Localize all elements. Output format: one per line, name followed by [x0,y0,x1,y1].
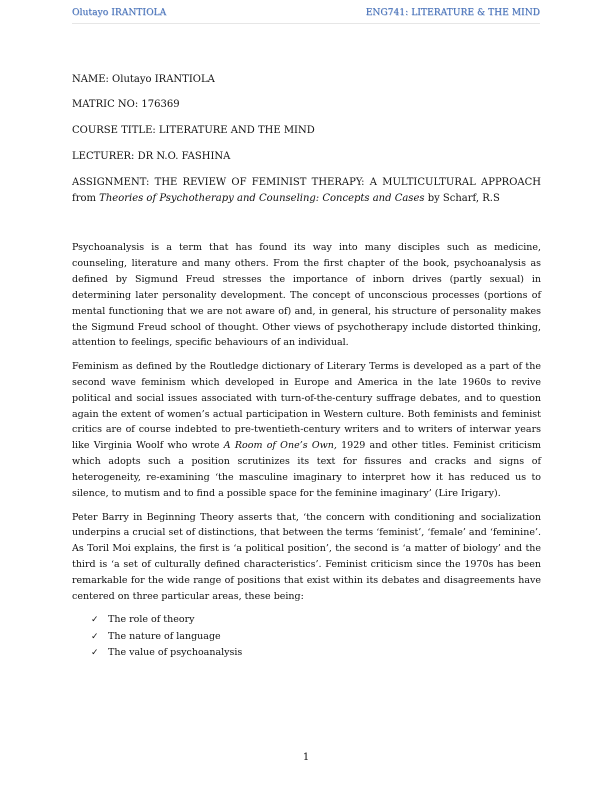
list-item-label: The nature of language [108,630,221,642]
header-course: ENG741: LITERATURE & THE MIND [365,8,540,18]
student-name: NAME: Olutayo IRANTIOLA [72,74,215,85]
list-item [91,629,541,645]
checkmark-icon: ✓ [91,615,99,626]
paragraph-psychoanalysis: Psychoanalysis is a term that has found its way into many disciples such as medicine, counseling, literature and many others. From the first chapter of the book, psychoanalysis as defined by Sigmund Freud stresses the importance of inborn drives (partly sexual) in determining later personality development. The concept of unconscious processes (portions of mental functioning that we are not aware of) and, in general, his structure of personality makes the Sigmund Freud school of thought. Other views of psychotherapy include distorted thinking, attention to feelings, specific behaviours of an individual. [72,242,541,349]
paragraph-feminism [72,359,541,502]
page-number: 1 [302,752,310,763]
list-item [91,612,541,628]
checkmark-icon: ✓ [91,648,99,659]
header-divider [72,23,540,24]
assignment-from: from [72,193,96,204]
checkmark-icon: ✓ [91,631,99,642]
matric-number: MATRIC NO: 176369 [72,99,180,110]
assignment-title [72,175,541,207]
header-author: Olutayo IRANTIOLA [72,8,167,18]
book-title-room-of-ones-own: A Room of One’s Own, [223,440,337,452]
assignment-heading: ASSIGNMENT: THE REVIEW OF FEMINIST THERAPY: A MULTICULTURAL APPROACH [72,177,541,188]
list-item-label: The role of theory [108,614,195,626]
course-title: COURSE TITLE: LITERATURE AND THE MIND [72,125,315,136]
paragraph-peter-barry: Peter Barry in Beginning Theory asserts that, ‘the concern with conditioning and socialization underpins a crucial set of distinctions, that between the terms ‘feminist’, ‘female’ and ‘feminine’. As Toril Moi explains, the first is ‘a political position’, the second is ‘a matter of biology’ and the third is ‘a set of culturally defined characteristics’. Feminist criticism since the 1970s has been remarkable for the wide range of positions that exist within its debates and disagreements have centered on three particular areas, these being: [72,511,541,603]
assignment-author: by Scharf, R.S [427,193,500,204]
list-item [91,645,541,661]
essay-body [72,240,541,662]
paragraph-feminism-text-a: Feminism as defined by the Routledge dictionary of Literary Terms is developed as a part of the second wave feminism which developed in Europe and America in the late 1960s to revive political and social issues associated with turn-of-the-century suffrage debates, and to question again the extent of women’s actual participation in Western culture. Both feminists and feminist critics are of course indebted to pre-twentieth-century writers and to writers of interwar years like Virginia Woolf who wrote [72,360,541,452]
lecturer-name: LECTURER: DR N.O. FASHINA [72,151,231,162]
paragraph-feminism-text-b: 1929 and other titles. Feminist criticism which adopts such a position scrutinizes its text for fissures and cracks and signs of heterogeneity, re-examining ‘the masculine imaginary to interpret how it has reduced us to silence, to mutism and to find a possible space for the feminine imaginary’ (Lire Irigary). [72,440,541,500]
list-item-label: The value of psychoanalysis [108,647,243,659]
assignment-book-title: Theories of Psychotherapy and Counseling: Concepts and Cases [99,193,425,204]
checklist [72,612,541,661]
